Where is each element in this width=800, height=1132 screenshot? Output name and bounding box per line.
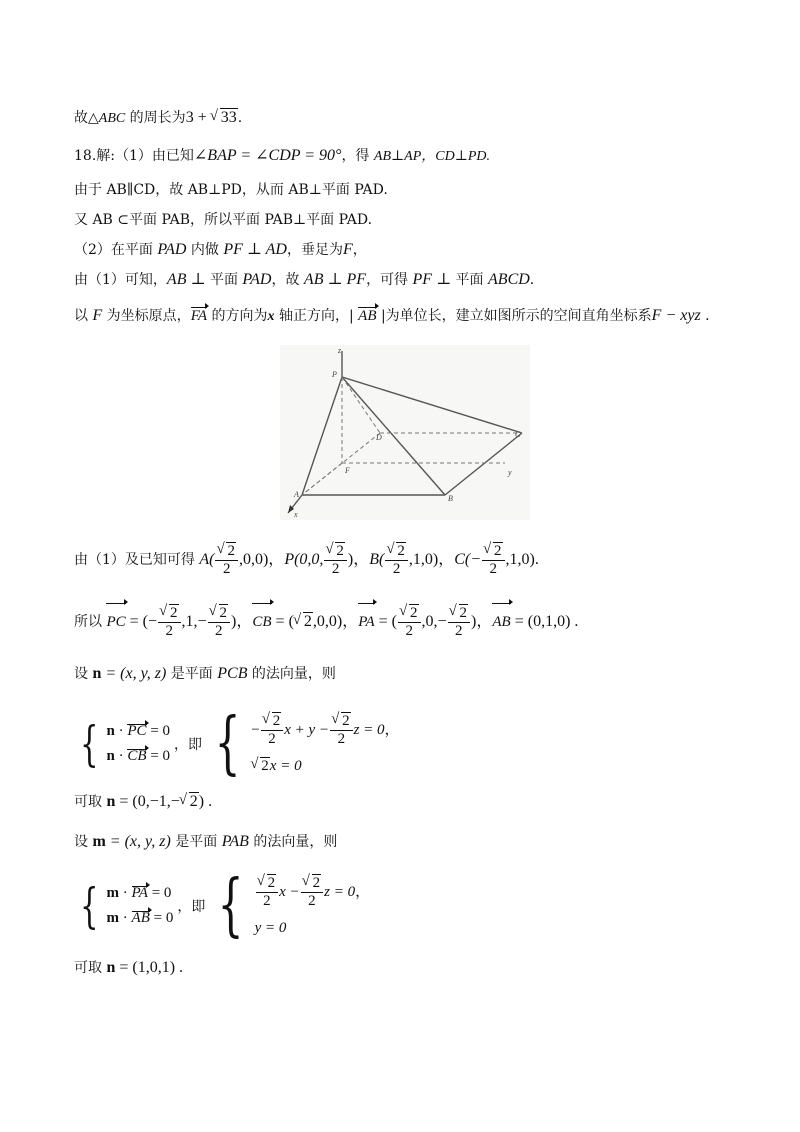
solution-18-header: [74, 146, 490, 167]
part-2-line: [74, 240, 367, 260]
math: PF ⊥: [412, 271, 452, 288]
text: .: [237, 110, 243, 126]
text: 设: [74, 666, 93, 682]
frac-sqrt2-2: [158, 605, 181, 640]
vector-pc: PC: [106, 602, 125, 642]
system-m: [74, 866, 371, 945]
denominator: 2: [308, 893, 316, 909]
pyramid-figure: [280, 345, 530, 520]
text: x −: [279, 883, 300, 900]
radicand: 2: [494, 542, 502, 559]
text: ，得: [341, 148, 374, 164]
radicand: 2: [272, 713, 281, 729]
text: ,0,0)，: [238, 551, 285, 568]
eq-expanded-2: y = 0: [254, 920, 287, 936]
text: = (: [374, 613, 398, 630]
math: ABCD: [488, 271, 530, 288]
text: )，: [347, 551, 370, 568]
pyramid-diagram: [280, 345, 530, 520]
triangle-name: ABC: [98, 111, 126, 126]
vector-ab: AB: [131, 910, 150, 926]
radicand: 2: [170, 604, 178, 621]
radicand: 2: [336, 542, 344, 559]
dot: ·: [114, 723, 128, 739]
text: = (0,1,0) .: [510, 613, 579, 630]
radicand: 2: [410, 604, 418, 621]
math: = (x, y, z): [105, 833, 171, 850]
text: = (0,−1,−: [115, 793, 180, 810]
text: 可取: [74, 794, 107, 810]
vector-cb: CB: [127, 748, 147, 764]
radicand: 33: [220, 109, 237, 126]
text: ，: [352, 242, 367, 258]
denominator: 2: [165, 622, 173, 639]
vectors-line: [74, 602, 578, 642]
label-a: A: [294, 490, 299, 499]
text: −: [251, 721, 260, 738]
math: 3 +: [185, 109, 211, 126]
reasoning-line-4: [74, 210, 372, 230]
label-b: B: [448, 494, 453, 503]
left-brace: {: [80, 716, 99, 772]
system-m-rows: [107, 881, 174, 931]
point-a: A(: [199, 551, 215, 568]
eq-m-pa: [107, 885, 174, 902]
label-x: x: [294, 510, 298, 519]
text: ，垂足为: [286, 242, 343, 258]
normal-m-intro: [74, 832, 337, 852]
label-y: y: [508, 468, 512, 477]
text: 的法向量，则: [247, 666, 336, 682]
vector-pc: PC: [127, 723, 147, 739]
normal-n-intro: [74, 664, 336, 684]
text: 又 AB ⊂平面 PAB，所以平面 PAB⊥平面 PAD.: [74, 212, 373, 228]
system-n-expanded: [251, 708, 399, 780]
text: 由（1）及已知可得: [74, 552, 200, 568]
denominator: 2: [489, 560, 498, 577]
text: 内做: [186, 242, 224, 258]
denominator: 2: [405, 622, 414, 639]
deduction-line: [74, 270, 534, 290]
point-b: B(: [369, 551, 385, 568]
text: ，: [384, 721, 400, 738]
vector-m: m: [92, 833, 106, 850]
sqrt-33: [211, 108, 238, 128]
radicand: 2: [312, 875, 321, 891]
plane-pcb: PCB: [217, 665, 248, 682]
label-f: F: [345, 466, 350, 475]
vector-n: n: [92, 665, 102, 682]
text: ，即: [177, 899, 206, 915]
reasoning-line-3: [74, 180, 388, 200]
vector-m: m: [106, 885, 120, 901]
coordinate-system-line: [74, 306, 710, 327]
radicand: 2: [261, 758, 269, 774]
vector-pa: PA: [131, 885, 148, 901]
radicand: 2: [397, 542, 405, 559]
radicand: 2: [219, 604, 228, 621]
text: = 0: [147, 885, 172, 901]
frac-sqrt2-2: [482, 543, 505, 578]
text: 是平面: [170, 834, 222, 850]
radicand: 2: [342, 713, 350, 729]
text: 是平面: [166, 666, 218, 682]
text: ,1,−: [181, 613, 207, 630]
text: 的法向量，则: [248, 834, 338, 850]
text: 所以: [74, 614, 107, 630]
text: （2）在平面: [74, 242, 158, 258]
denominator: 2: [215, 622, 223, 639]
math: PAD: [242, 271, 272, 288]
radicand: 2: [227, 542, 235, 559]
label-d: D: [376, 433, 382, 442]
text: ，: [355, 883, 371, 900]
text: ,1,0)，: [408, 551, 455, 568]
dot: ·: [119, 910, 132, 926]
label-c: C: [515, 430, 521, 439]
frac-sqrt2-2: [398, 605, 421, 640]
system-n: [74, 704, 400, 783]
text: ，即: [174, 737, 203, 753]
denominator: 2: [331, 560, 340, 577]
math: AB ⊥: [166, 271, 206, 288]
eq-expanded-1: [251, 713, 399, 748]
vector-pa: PA: [358, 602, 374, 642]
left-brace: {: [217, 866, 244, 945]
left-brace: {: [80, 878, 99, 934]
point-f: F: [92, 307, 103, 324]
text: ) .: [198, 793, 213, 810]
vector-m: m: [106, 910, 120, 926]
frac-sqrt2-2: [324, 543, 347, 578]
denominator: 2: [268, 731, 276, 747]
text: ,0,−: [421, 613, 447, 630]
axis-x: x: [267, 309, 275, 324]
vector-n: n: [106, 723, 115, 739]
eq-expanded-1: [255, 875, 371, 910]
vector-n: n: [106, 748, 115, 764]
radicand: 2: [459, 604, 468, 621]
text: = 0: [146, 748, 171, 764]
text: 平面: [205, 272, 243, 288]
vector-n: n: [106, 959, 116, 976]
text: )，: [471, 613, 493, 630]
text: 轴正方向，|: [274, 308, 359, 324]
text: = (−: [125, 613, 157, 630]
denominator: 2: [337, 731, 346, 747]
text: = (1,0,1) .: [115, 959, 184, 976]
text: 平面: [451, 272, 489, 288]
text: 以: [74, 308, 93, 324]
normal-m-result: [74, 958, 183, 978]
label-p: P: [332, 370, 337, 379]
radicand: 2: [189, 793, 198, 810]
radicand: 2: [267, 875, 276, 891]
eq-n-pc: [107, 723, 170, 740]
denominator: 2: [392, 560, 401, 577]
text: 可取: [74, 960, 107, 976]
denominator: 2: [455, 622, 463, 639]
perpendicular: PF ⊥ AD: [223, 241, 287, 258]
perimeter-line: [74, 108, 242, 129]
text: 的方向为: [207, 308, 268, 324]
point-f: F: [342, 241, 353, 258]
system-m-expanded: [255, 870, 371, 942]
label-z: z: [338, 346, 342, 355]
math: AB ⊥ PF: [303, 271, 367, 288]
text: z = 0: [324, 883, 356, 900]
radicand: 2: [303, 613, 312, 630]
frac-sqrt2-2: [448, 605, 471, 640]
math: = (x, y, z): [101, 665, 167, 682]
dot: ·: [114, 748, 128, 764]
text: x = 0: [269, 758, 302, 774]
text: ,1,0).: [505, 551, 539, 568]
text: = 0: [146, 723, 171, 739]
frac-sqrt2-2: [208, 605, 231, 640]
coordinate-system: F − xyz: [651, 307, 701, 324]
point-p: P(0,0,: [284, 551, 324, 568]
vector-cb: CB: [252, 602, 271, 642]
text: .: [700, 308, 710, 324]
vector-ab: AB: [358, 308, 377, 324]
vector-ab: AB: [492, 602, 510, 642]
eq-expanded-2: [251, 758, 399, 775]
system-n-rows: [107, 719, 170, 769]
eq-m-ab: [107, 910, 174, 927]
text: 设: [74, 834, 93, 850]
point-coordinates-line: [74, 540, 539, 580]
point-c: C(−: [454, 551, 482, 568]
text: 为坐标原点，: [102, 308, 191, 324]
text: 故△: [74, 110, 99, 126]
text: x + y −: [284, 721, 330, 738]
vector-fa: FA: [190, 308, 208, 324]
vector-n: n: [106, 793, 116, 810]
text: 的周长为: [125, 110, 186, 126]
text: 由（1）可知，: [74, 272, 167, 288]
text: ,0,0)，: [312, 613, 359, 630]
frac-sqrt2-2: [385, 543, 408, 578]
normal-n-result: [74, 792, 212, 812]
text: 18.解:（1）由已知: [74, 148, 194, 164]
plane-pab: PAB: [221, 833, 249, 850]
angle-equation: ∠BAP = ∠CDP = 90°: [193, 147, 342, 164]
text: = (: [271, 613, 294, 630]
dot: ·: [119, 885, 132, 901]
eq-n-cb: [107, 748, 170, 765]
left-brace: {: [214, 704, 241, 783]
frac-sqrt2-2: [215, 543, 238, 578]
perpendicular-relations: AB⊥AP，CD⊥PD.: [373, 149, 491, 164]
text: z = 0: [353, 721, 385, 738]
text: )，: [231, 613, 253, 630]
denominator: 2: [263, 893, 271, 909]
text: ，可得: [366, 272, 413, 288]
text: ，故: [271, 272, 304, 288]
text: 由于 AB∥CD，故 AB⊥PD，从而 AB⊥平面 PAD.: [74, 182, 388, 198]
text: .: [529, 272, 535, 288]
text: = 0: [149, 910, 174, 926]
denominator: 2: [222, 560, 231, 577]
plane-name: PAD: [157, 241, 187, 258]
text: |为单位长，建立如图所示的空间直角坐标系: [376, 308, 652, 324]
